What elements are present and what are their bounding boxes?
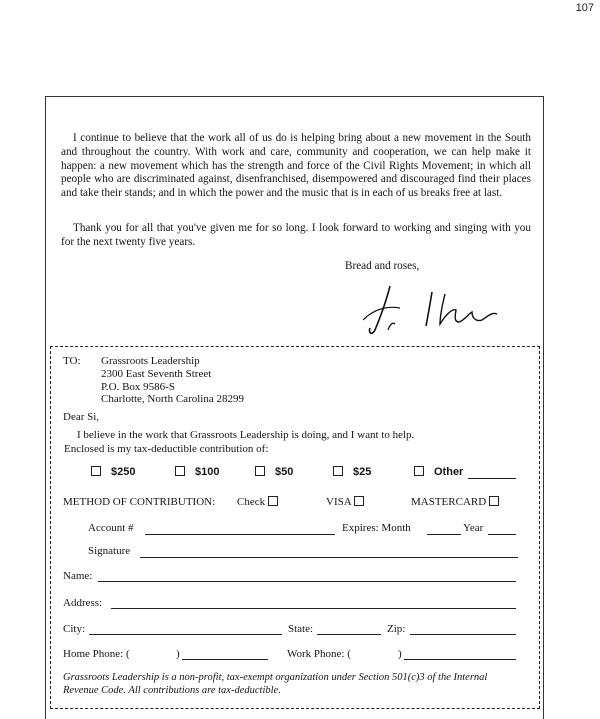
page-number: 107 bbox=[575, 2, 594, 14]
method-label: VISA bbox=[326, 496, 352, 508]
coupon-body-line-2: Enclosed is my tax-deductible contribution of: bbox=[64, 443, 269, 455]
address-line: P.O. Box 9586-S bbox=[101, 380, 175, 393]
expires-year-field[interactable] bbox=[488, 534, 516, 535]
checkbox-icon[interactable] bbox=[414, 466, 424, 476]
account-number-field[interactable] bbox=[145, 534, 335, 535]
expires-month-label: Expires: Month bbox=[342, 522, 411, 534]
method-label: Check bbox=[237, 496, 266, 508]
address-line: 2300 East Seventh Street bbox=[101, 367, 212, 380]
checkbox-icon[interactable] bbox=[489, 496, 499, 506]
mailing-address bbox=[101, 355, 244, 406]
amount-label: Other bbox=[434, 466, 464, 478]
checkbox-icon[interactable] bbox=[91, 466, 101, 476]
address-line: Charlotte, North Carolina 28299 bbox=[101, 393, 244, 406]
amount-option-250[interactable] bbox=[91, 466, 135, 478]
checkbox-icon[interactable] bbox=[333, 466, 343, 476]
zip-field[interactable] bbox=[410, 634, 516, 635]
expires-month-field[interactable] bbox=[427, 534, 461, 535]
zip-label: Zip: bbox=[387, 623, 406, 635]
amount-label: $250 bbox=[111, 466, 136, 478]
home-phone-label: Home Phone: ( bbox=[63, 648, 130, 660]
checkbox-icon[interactable] bbox=[354, 496, 364, 506]
signature-label: Signature bbox=[88, 545, 131, 557]
work-phone-paren: ) bbox=[398, 648, 402, 660]
name-label: Name: bbox=[63, 570, 93, 582]
signature-field[interactable] bbox=[140, 557, 518, 558]
amount-label: $25 bbox=[353, 466, 372, 478]
letter-paragraph-1-text: I continue to believe that the work all of us do is helping bring about a new movement in the South and throughout the country. With work and care, community and cooperation, we can help make it happen: a new movement which has the strength and force of the Civil Rights Movement; in which all people who are discriminated against, disenfranchised, disempowered and discouraged find their places and take their stands; and in which the power and the music that is in each of us breaks free at last. bbox=[61, 132, 531, 200]
address-label: Address: bbox=[63, 597, 103, 609]
name-field[interactable] bbox=[98, 581, 516, 582]
to-label: TO: bbox=[63, 355, 81, 367]
address-line: Grassroots Leadership bbox=[101, 355, 200, 367]
checkbox-icon[interactable] bbox=[255, 466, 265, 476]
checkbox-icon[interactable] bbox=[268, 496, 278, 506]
work-phone-field[interactable] bbox=[404, 659, 516, 660]
letter-paragraph-2-text: Thank you for all that you've given me for so long. I look forward to working and singing with you for the next twenty five years. bbox=[61, 222, 531, 248]
amount-label: $50 bbox=[275, 466, 294, 478]
salutation: Dear Si, bbox=[63, 411, 100, 423]
method-visa[interactable] bbox=[326, 496, 364, 508]
coupon-body-line-1: I believe in the work that Grassroots Leadership is doing, and I want to help. bbox=[77, 429, 415, 441]
home-phone-paren: ) bbox=[176, 648, 180, 660]
method-check[interactable] bbox=[237, 496, 278, 508]
address-field[interactable] bbox=[111, 608, 516, 609]
handwritten-signature bbox=[360, 278, 510, 338]
city-field[interactable] bbox=[89, 634, 282, 635]
expires-year-label: Year bbox=[463, 522, 484, 534]
state-label: State: bbox=[288, 623, 314, 635]
letter-closing: Bread and roses, bbox=[345, 260, 420, 272]
method-mastercard[interactable] bbox=[411, 496, 499, 508]
amount-option-other[interactable] bbox=[414, 466, 463, 478]
letter-paragraph-1 bbox=[61, 132, 531, 201]
tax-exempt-note: Grassroots Leadership is a non-profit, tax-exempt organization under Section 501(c)3 of the Internal Revenue Code. All contributions are tax-deductible. bbox=[63, 672, 488, 696]
amount-label: $100 bbox=[195, 466, 220, 478]
work-phone-label: Work Phone: ( bbox=[287, 648, 351, 660]
home-phone-field[interactable] bbox=[182, 659, 268, 660]
other-amount-field[interactable] bbox=[468, 478, 516, 479]
checkbox-icon[interactable] bbox=[175, 466, 185, 476]
state-field[interactable] bbox=[317, 634, 381, 635]
letter-paragraph-2 bbox=[61, 222, 531, 250]
method-of-contribution-label: METHOD OF CONTRIBUTION: bbox=[63, 496, 216, 508]
method-label: MASTERCARD bbox=[411, 496, 487, 508]
city-label: City: bbox=[63, 623, 86, 635]
account-number-label: Account # bbox=[88, 522, 134, 534]
amount-option-100[interactable] bbox=[175, 466, 219, 478]
amount-option-25[interactable] bbox=[333, 466, 371, 478]
amount-option-50[interactable] bbox=[255, 466, 293, 478]
